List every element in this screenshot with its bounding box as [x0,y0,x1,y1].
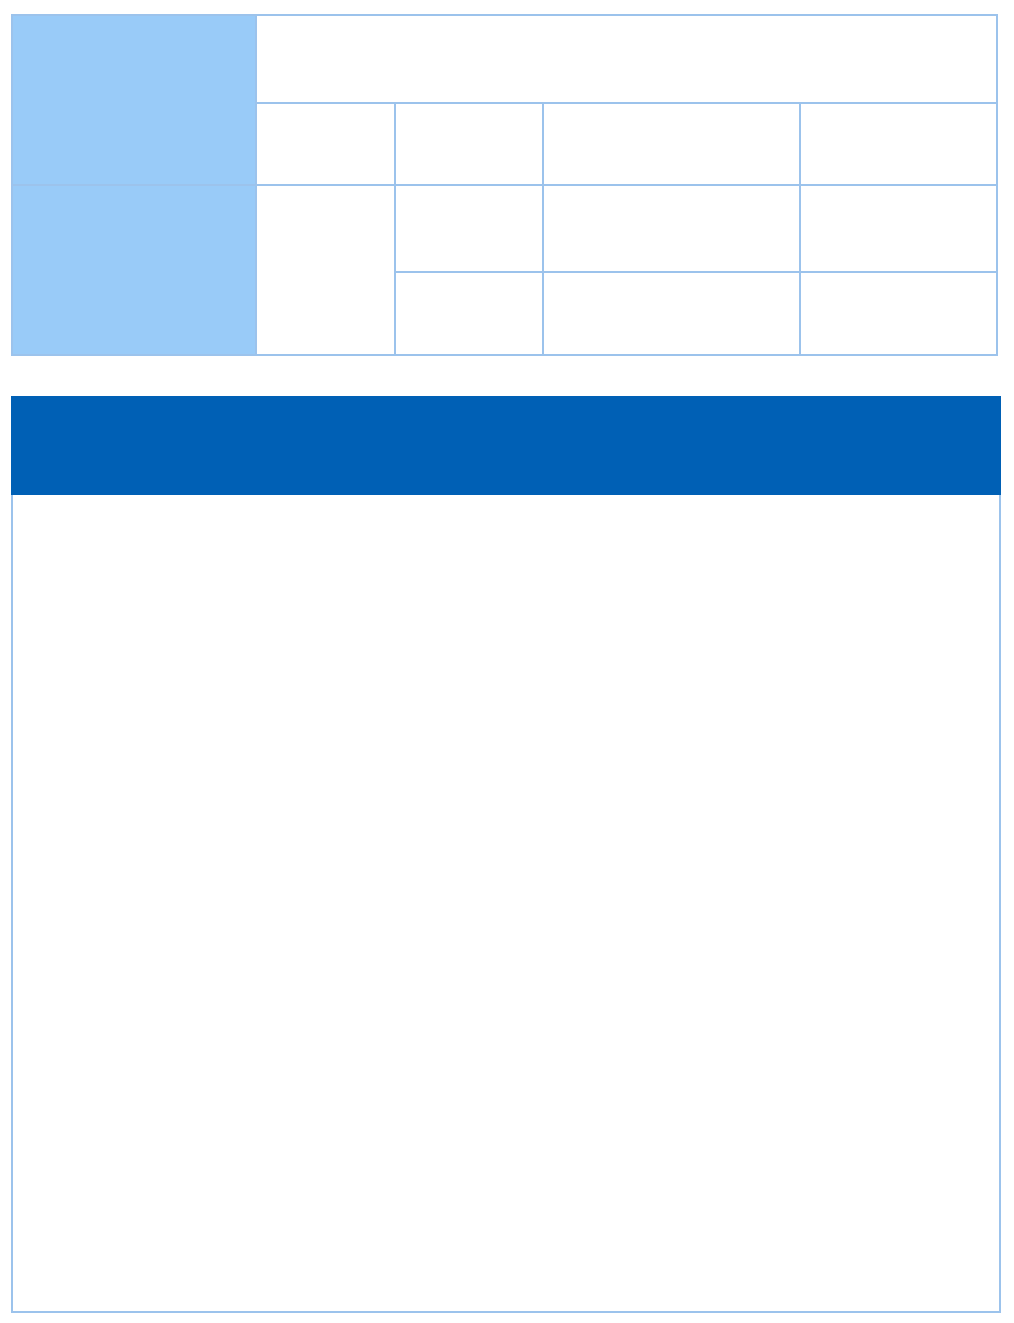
specification-header-cell [257,16,998,102]
package-value-1 [396,186,542,271]
valve-col-header [544,104,799,184]
contaminants-table [11,396,1001,1313]
filling-quantity-col-header [801,104,998,184]
valve-value-2 [544,273,799,356]
filling-value-2 [801,273,998,356]
contaminants-header [11,396,1001,495]
purity-value-cell [257,186,394,356]
product-header-cell [13,16,256,186]
product-spec-table [11,14,998,356]
package-col-header [396,104,542,184]
filling-value-1 [801,186,998,271]
valve-value-1 [544,186,799,271]
purity-col-header [257,104,394,184]
package-value-2 [396,273,542,356]
product-name-cell [13,186,256,354]
